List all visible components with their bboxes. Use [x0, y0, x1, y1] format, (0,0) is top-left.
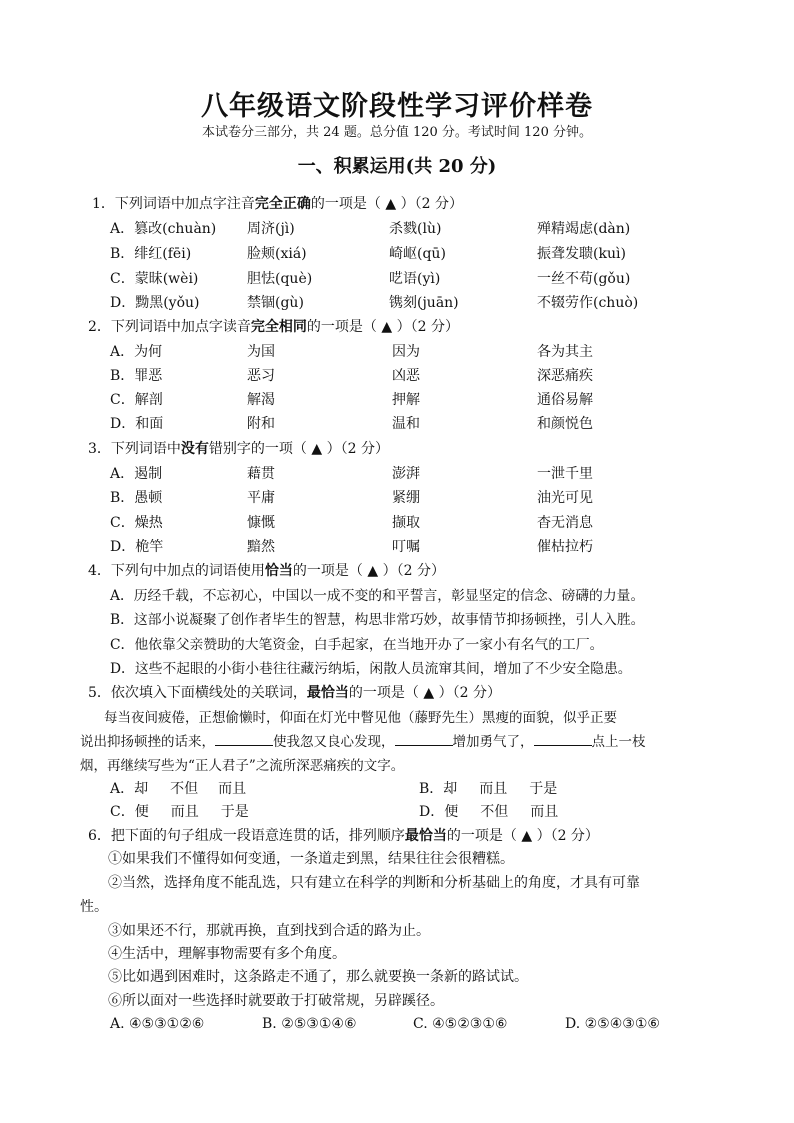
q6-sentence-5: ⑤比如遇到困难时，这条路走不通了，那么就要换一条新的路试试。 [108, 969, 528, 985]
q1-option-d-4: 不辍劳作(chuò) [537, 295, 639, 311]
q1-option-c-1: C．蒙昧(wèi) [110, 271, 199, 287]
q6-option-c: C. ④⑤②③①⑥ [413, 1016, 508, 1032]
q2-option-d-3: 温和 [392, 416, 420, 432]
q5-option-word: D．便 [419, 804, 459, 820]
q3-option-d-2: 黯然 [247, 539, 275, 555]
q5-passage-text: 使我忽又良心发现， [273, 734, 395, 750]
q3-option-c-1: C．燥热 [110, 515, 163, 531]
q5-passage-text: 说出抑扬顿挫的话来， [80, 734, 215, 750]
q5-option-word: 于是 [220, 804, 249, 820]
q4-option-c: C．他依靠父亲赞助的大笔资金，白手起家，在当地开办了一家小有名气的工厂。 [110, 637, 604, 653]
q3-option-b-4: 油光可见 [537, 490, 593, 506]
q2-option-b-4: 深恶痛疾 [537, 368, 593, 384]
q1-option-c-4: 一丝不苟(gǒu) [537, 271, 631, 287]
q2-option-a-1: A．为何 [110, 344, 163, 360]
q5-stem-part: 5．依次填入下面横线处的关联词， [88, 685, 307, 701]
q3-option-a-3: 澎湃 [392, 466, 420, 482]
q5-option-b [419, 779, 557, 799]
question-2-stem [88, 317, 728, 337]
q2-option-d-4: 和颜悦色 [537, 416, 593, 432]
q1-option-b-1: B．绯红(fēi) [110, 246, 192, 262]
q2-option-d-1: D．和面 [110, 416, 164, 432]
q5-option-word: 而且 [170, 804, 199, 820]
q5-passage-text: 增加勇气了， [452, 734, 534, 750]
q1-option-a-2: 周济(jì) [247, 221, 295, 237]
question-5-stem [88, 683, 728, 703]
q5-option-word: C．便 [110, 804, 149, 820]
q1-option-d-3: 镌刻(juān) [389, 295, 459, 311]
q1-stem-part: 的一项是（ ▲ ）（2 分） [310, 196, 463, 212]
q5-option-word: 而且 [218, 781, 247, 797]
q5-stem-part: 的一项是（ ▲ ）（2 分） [348, 685, 501, 701]
q6-stem-part: 的一项是（ ▲ ）（2 分） [446, 828, 599, 844]
q5-option-a [110, 779, 246, 799]
question-1-stem [92, 194, 732, 214]
q3-option-d-1: D．桅竿 [110, 539, 164, 555]
q6-sentence-3: ③如果还不行，那就再换，直到找到合适的路为止。 [108, 923, 430, 939]
q2-option-c-3: 押解 [392, 392, 420, 408]
q2-option-c-4: 通俗易解 [537, 392, 593, 408]
q5-option-word: A．却 [110, 781, 149, 797]
q5-blank-1[interactable] [215, 731, 273, 746]
q2-stem-part: 2．下列词语中加点字读音 [88, 319, 251, 335]
q3-option-d-3: 叮嘱 [392, 539, 420, 555]
q5-option-c [110, 802, 249, 822]
q4-option-b: B．这部小说凝聚了创作者毕生的智慧，构思非常巧妙，故事情节抑扬顿挫，引人入胜。 [110, 612, 645, 628]
q6-sentence-2: ②当然，选择角度不能乱选，只有建立在科学的判断和分析基础上的角度，才具有可靠 [108, 875, 640, 891]
q6-stem-emphasis: 最恰当 [404, 828, 447, 844]
q3-option-c-3: 撷取 [392, 515, 420, 531]
q2-option-c-2: 解渴 [247, 392, 275, 408]
q3-option-b-1: B．愚顿 [110, 490, 163, 506]
q3-stem-part: 错别字的一项（ ▲ ）（2 分） [208, 441, 389, 457]
q1-option-b-2: 脸颊(xiá) [247, 246, 307, 262]
q2-option-d-2: 附和 [247, 416, 275, 432]
q1-option-b-4: 振聋发聩(kuì) [537, 246, 626, 262]
q2-option-a-4: 各为其主 [537, 344, 593, 360]
q5-option-word: 不但 [480, 804, 509, 820]
q6-sentence-1: ①如果我们不懂得如何变通，一条道走到黑，结果往往会很糟糕。 [108, 851, 514, 867]
q4-stem-part: 4．下列句中加点的词语使用 [88, 563, 265, 579]
q3-option-a-1: A．遏制 [110, 466, 163, 482]
q5-passage-line-1: 每当夜间疲倦，正想偷懒时，仰面在灯光中瞥见他（藤野先生）黑瘦的面貌，似乎正要 [104, 710, 617, 726]
q3-option-a-4: 一泄千里 [537, 466, 593, 482]
q6-sentence-2-cont: 性。 [80, 899, 108, 915]
exam-info: 本试卷分三部分，共 24 题。总分值 120 分。考试时间 120 分钟。 [202, 125, 592, 140]
q5-option-d [419, 802, 558, 822]
q1-option-d-1: D．黝黑(yǒu) [110, 295, 200, 311]
q3-option-d-4: 催枯拉朽 [537, 539, 593, 555]
q6-option-d: D. ②⑤④③①⑥ [565, 1016, 660, 1032]
q6-option-b: B. ②⑤③①④⑥ [262, 1016, 357, 1032]
q6-option-a: A. ④⑤③①②⑥ [110, 1016, 205, 1032]
q2-stem-emphasis: 完全相同 [250, 319, 307, 335]
q1-option-a-1: A．篡改(chuàn) [110, 221, 217, 237]
q2-stem-part: 的一项是（ ▲ ）（2 分） [306, 319, 459, 335]
q5-option-word: 而且 [530, 804, 559, 820]
q5-option-word: 不但 [170, 781, 199, 797]
q1-option-a-3: 杀戮(lù) [389, 221, 442, 237]
q3-option-b-2: 平庸 [247, 490, 275, 506]
question-3-stem [88, 439, 728, 459]
q4-option-a: A．历经千载，不忘初心，中国以一成不变的和平誓言，彰显坚定的信念、磅礴的力量。 [110, 588, 645, 604]
q2-option-c-1: C．解剖 [110, 392, 163, 408]
q5-blank-2[interactable] [395, 731, 453, 746]
q3-option-a-2: 藉贯 [247, 466, 275, 482]
q4-stem-emphasis: 恰当 [264, 563, 293, 579]
q3-option-c-4: 杳无消息 [537, 515, 593, 531]
q5-option-word: 而且 [479, 781, 508, 797]
q1-stem-part: 1．下列词语中加点字注音 [92, 196, 255, 212]
question-6-stem [88, 826, 728, 846]
q5-option-word: B．却 [419, 781, 458, 797]
q5-passage-text: 点上一枝 [591, 734, 646, 750]
q5-option-word: 于是 [529, 781, 558, 797]
q1-option-c-3: 呓语(yì) [389, 271, 441, 287]
section-heading: 一、积累运用(共 20 分) [297, 156, 497, 177]
q2-option-a-3: 因为 [392, 344, 420, 360]
q1-option-b-3: 崎岖(qū) [389, 246, 446, 262]
q1-option-a-4: 殚精竭虑(dàn) [537, 221, 631, 237]
q5-stem-emphasis: 最恰当 [306, 685, 349, 701]
q3-stem-part: 3．下列词语中 [88, 441, 181, 457]
q1-option-c-2: 胆怯(què) [247, 271, 313, 287]
q2-option-a-2: 为国 [247, 344, 275, 360]
q6-sentence-6: ⑥所以面对一些选择时就要敢于打破常规，另辟蹊径。 [108, 993, 444, 1009]
q2-option-b-3: 凶恶 [392, 368, 420, 384]
q1-stem-emphasis: 完全正确 [254, 196, 311, 212]
q3-option-c-2: 慷慨 [247, 515, 275, 531]
question-4-stem [88, 561, 728, 581]
q4-stem-part: 的一项是（ ▲ ）（2 分） [292, 563, 445, 579]
q6-stem-part: 6．把下面的句子组成一段语意连贯的话，排列顺序 [88, 828, 405, 844]
q4-option-d: D．这些不起眼的小街小巷往往藏污纳垢，闲散人员流窜其间，增加了不少安全隐患。 [110, 661, 632, 677]
exam-title: 八年级语文阶段性学习评价样卷 [201, 91, 593, 122]
q6-sentence-4: ④生活中，理解事物需要有多个角度。 [108, 946, 346, 962]
q5-passage-line-3: 烟，再继续写些为“正人君子”之流所深恶痛疾的文字。 [80, 758, 405, 774]
q5-blank-3[interactable] [534, 731, 592, 746]
q5-passage-line-2 [80, 730, 720, 754]
q2-option-b-1: B．罪恶 [110, 368, 163, 384]
q2-option-b-2: 恶习 [247, 368, 275, 384]
q3-stem-emphasis: 没有 [180, 441, 209, 457]
q3-option-b-3: 紧绷 [392, 490, 420, 506]
q1-option-d-2: 禁锢(gù) [247, 295, 304, 311]
